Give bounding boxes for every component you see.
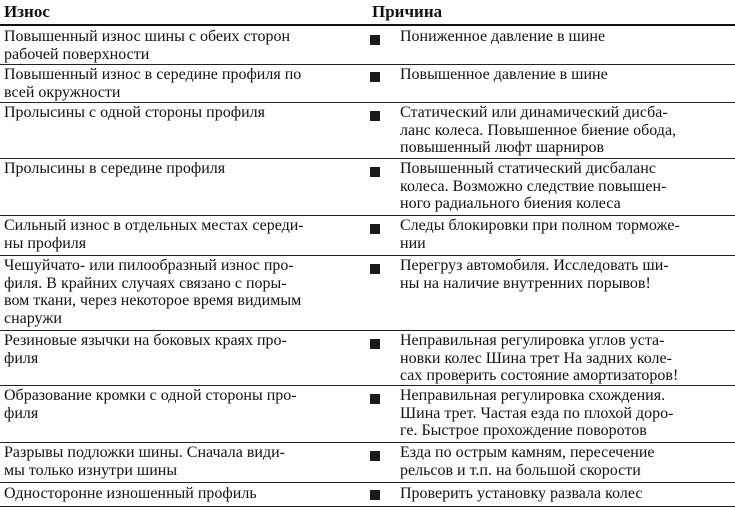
row-divider <box>0 442 735 443</box>
row-divider <box>0 385 735 386</box>
cause-cell: Езда по острым камням, пересечение рельсов и т.п. на большой скорости <box>400 444 655 479</box>
row-divider <box>0 330 735 331</box>
bullet-marker <box>370 394 380 404</box>
bullet-marker <box>370 224 380 234</box>
bullet-marker <box>370 111 380 121</box>
cause-cell: Статический или динамический дисба- ланс колеса. Повышенное биение обода, повышенный люфт шарниров <box>400 104 677 156</box>
wear-cell: Пролысины в середине профиля <box>4 160 226 177</box>
bullet-marker <box>370 264 380 274</box>
cause-cell: Повышенный статический дисбаланс колеса. Возможно следствие повышен- ного радиального биения колеса <box>400 160 667 212</box>
bullet-marker <box>370 72 380 82</box>
wear-cell: Сильный износ в отдельных местах середи- ны профиля <box>4 217 304 252</box>
bullet-marker <box>370 35 380 45</box>
row-divider <box>0 102 735 103</box>
wear-cell: Односторонне изношенный профиль <box>4 485 257 502</box>
bullet-marker <box>370 339 380 349</box>
bullet-marker <box>370 490 380 500</box>
cause-cell: Повышенное давление в шине <box>400 66 608 83</box>
cause-cell: Перегруз автомобиля. Исследовать ши- ны на наличие внутренних порывов! <box>400 257 669 292</box>
cause-cell: Пониженное давление в шине <box>400 28 606 45</box>
wear-cell: Повышенный износ шины с обеих сторон рабочей поверхности <box>4 28 290 63</box>
row-divider <box>0 506 735 507</box>
wear-cell: Чешуйчато- или пилообразный износ про- филя. В крайних случаях связано с поры- вом ткани, через некоторое время видимым снаружи <box>4 257 302 327</box>
bullet-marker <box>370 451 380 461</box>
cause-cell: Неправильная регулировка схождения. Шина трет. Частая езда по плохой доро- ге. Быстрое прохождение поворотов <box>400 387 674 439</box>
row-divider <box>0 215 735 216</box>
column-header-cause: Причина <box>372 2 443 21</box>
row-divider <box>0 482 735 483</box>
wear-cell: Повышенный износ в середине профиля по всей окружности <box>4 66 302 101</box>
wear-cell: Образование кромки с одной стороны про- филя <box>4 387 297 422</box>
column-header-wear: Износ <box>4 2 50 21</box>
wear-cell: Пролысины с одной стороны профиля <box>4 104 265 121</box>
cause-cell: Неправильная регулировка углов уста- новки колес Шина трет На задних коле- сах проверить состояние амортизаторов! <box>400 332 679 384</box>
row-divider <box>0 158 735 159</box>
bullet-marker <box>370 167 380 177</box>
wear-cell: Резиновые язычки на боковых краях про- филя <box>4 332 287 367</box>
cause-cell: Следы блокировки при полном торможе- нии <box>400 217 680 252</box>
cause-cell: Проверить установку развала колес <box>400 485 643 502</box>
row-divider <box>0 64 735 65</box>
header-divider <box>0 24 735 26</box>
wear-cell: Разрывы подложки шины. Сначала види- мы только изнутри шины <box>4 444 286 479</box>
row-divider <box>0 255 735 256</box>
